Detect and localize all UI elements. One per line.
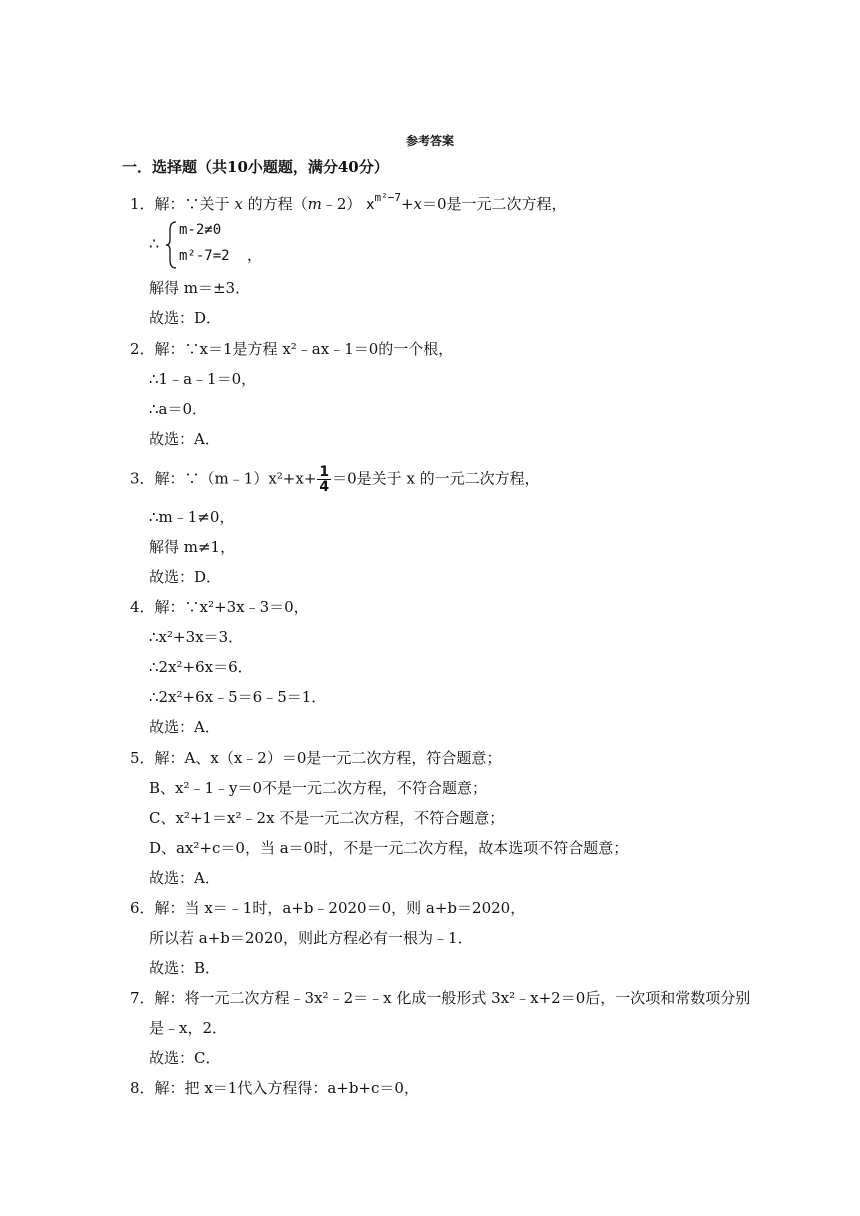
q5-line3: C、x²+1＝x²﹣2x 不是一元二次方程，不符合题意；	[149, 809, 505, 827]
q8-line1: 8．解：把 x＝1代入方程得：a+b+c＝0，	[130, 1079, 419, 1097]
q3-line2: ∴m﹣1≠0，	[149, 508, 235, 526]
q2-line4: 故选：A．	[149, 430, 220, 448]
fraction-one-quarter: $\frac{1}{4}$	[319, 464, 330, 495]
q5-line2: B、x²﹣1﹣y＝0不是一元二次方程，不符合题意；	[149, 779, 488, 797]
q7-line1: 7．解：将一元二次方程﹣3x²﹣2＝﹣x 化成一般形式 3x²﹣x+2＝0后，一次项和常数项分别	[130, 989, 751, 1007]
q2-line1: 2．解：∵x＝1是方程 x²﹣ax﹣1＝0的一个根，	[130, 340, 454, 358]
q4-line3: ∴2x²+6x＝6．	[149, 658, 253, 676]
q5-line4: D、ax²+c＝0，当 a＝0时，不是一元二次方程，故本选项不符合题意；	[149, 839, 629, 857]
q1-line4: 故选：D．	[149, 309, 222, 327]
q4-line1: 4．解：∵x²+3x﹣3＝0，	[130, 598, 309, 616]
q6-line2: 所以若 a+b＝2020，则此方程必有一根为﹣1．	[149, 929, 473, 947]
q2-line3: ∴a＝0．	[149, 400, 208, 418]
section-heading: 一．选择题（共10小题题，满分40分）	[122, 158, 389, 176]
q4-line5: 故选：A．	[149, 718, 220, 736]
q4-line2: ∴x²+3x＝3．	[149, 628, 244, 646]
q1-line3: 解得 m＝±3．	[149, 279, 251, 297]
q7-line3: 故选：C．	[149, 1049, 221, 1067]
q3-line4: 故选：D．	[149, 568, 222, 586]
q3-line1: 3．解：∵（m﹣1）x²+x+ $\frac{1}{4}$ ＝0是关于 x 的一元二次方程，	[130, 464, 540, 495]
equation-image: $x^{m^2-7}$	[366, 191, 401, 213]
q1-line1: 1．解：∵关于 x 的方程（m﹣2） $x^{m^2-7}+x=0$是一元二次方程，	[130, 191, 567, 213]
q6-line1: 6．解：当 x＝﹣1时，a+b﹣2020＝0，则 a+b＝2020，	[130, 899, 526, 917]
brace-icon	[166, 220, 178, 270]
equation-system: ∴ m-2≠0 m²-7=2 ，	[149, 220, 269, 270]
q3-line3: 解得 m≠1，	[149, 538, 236, 556]
page-title: 参考答案	[405, 134, 454, 148]
q2-line2: ∴1﹣a﹣1＝0，	[149, 370, 257, 388]
q5-line1: 5．解：A、x（x﹣2）＝0是一元二次方程，符合题意；	[130, 749, 502, 767]
q4-line4: ∴2x²+6x﹣5＝6﹣5＝1．	[149, 688, 327, 706]
q5-line5: 故选：A．	[149, 869, 220, 887]
q7-line2: 是﹣x，2．	[149, 1019, 228, 1037]
q6-line3: 故选：B．	[149, 959, 221, 977]
